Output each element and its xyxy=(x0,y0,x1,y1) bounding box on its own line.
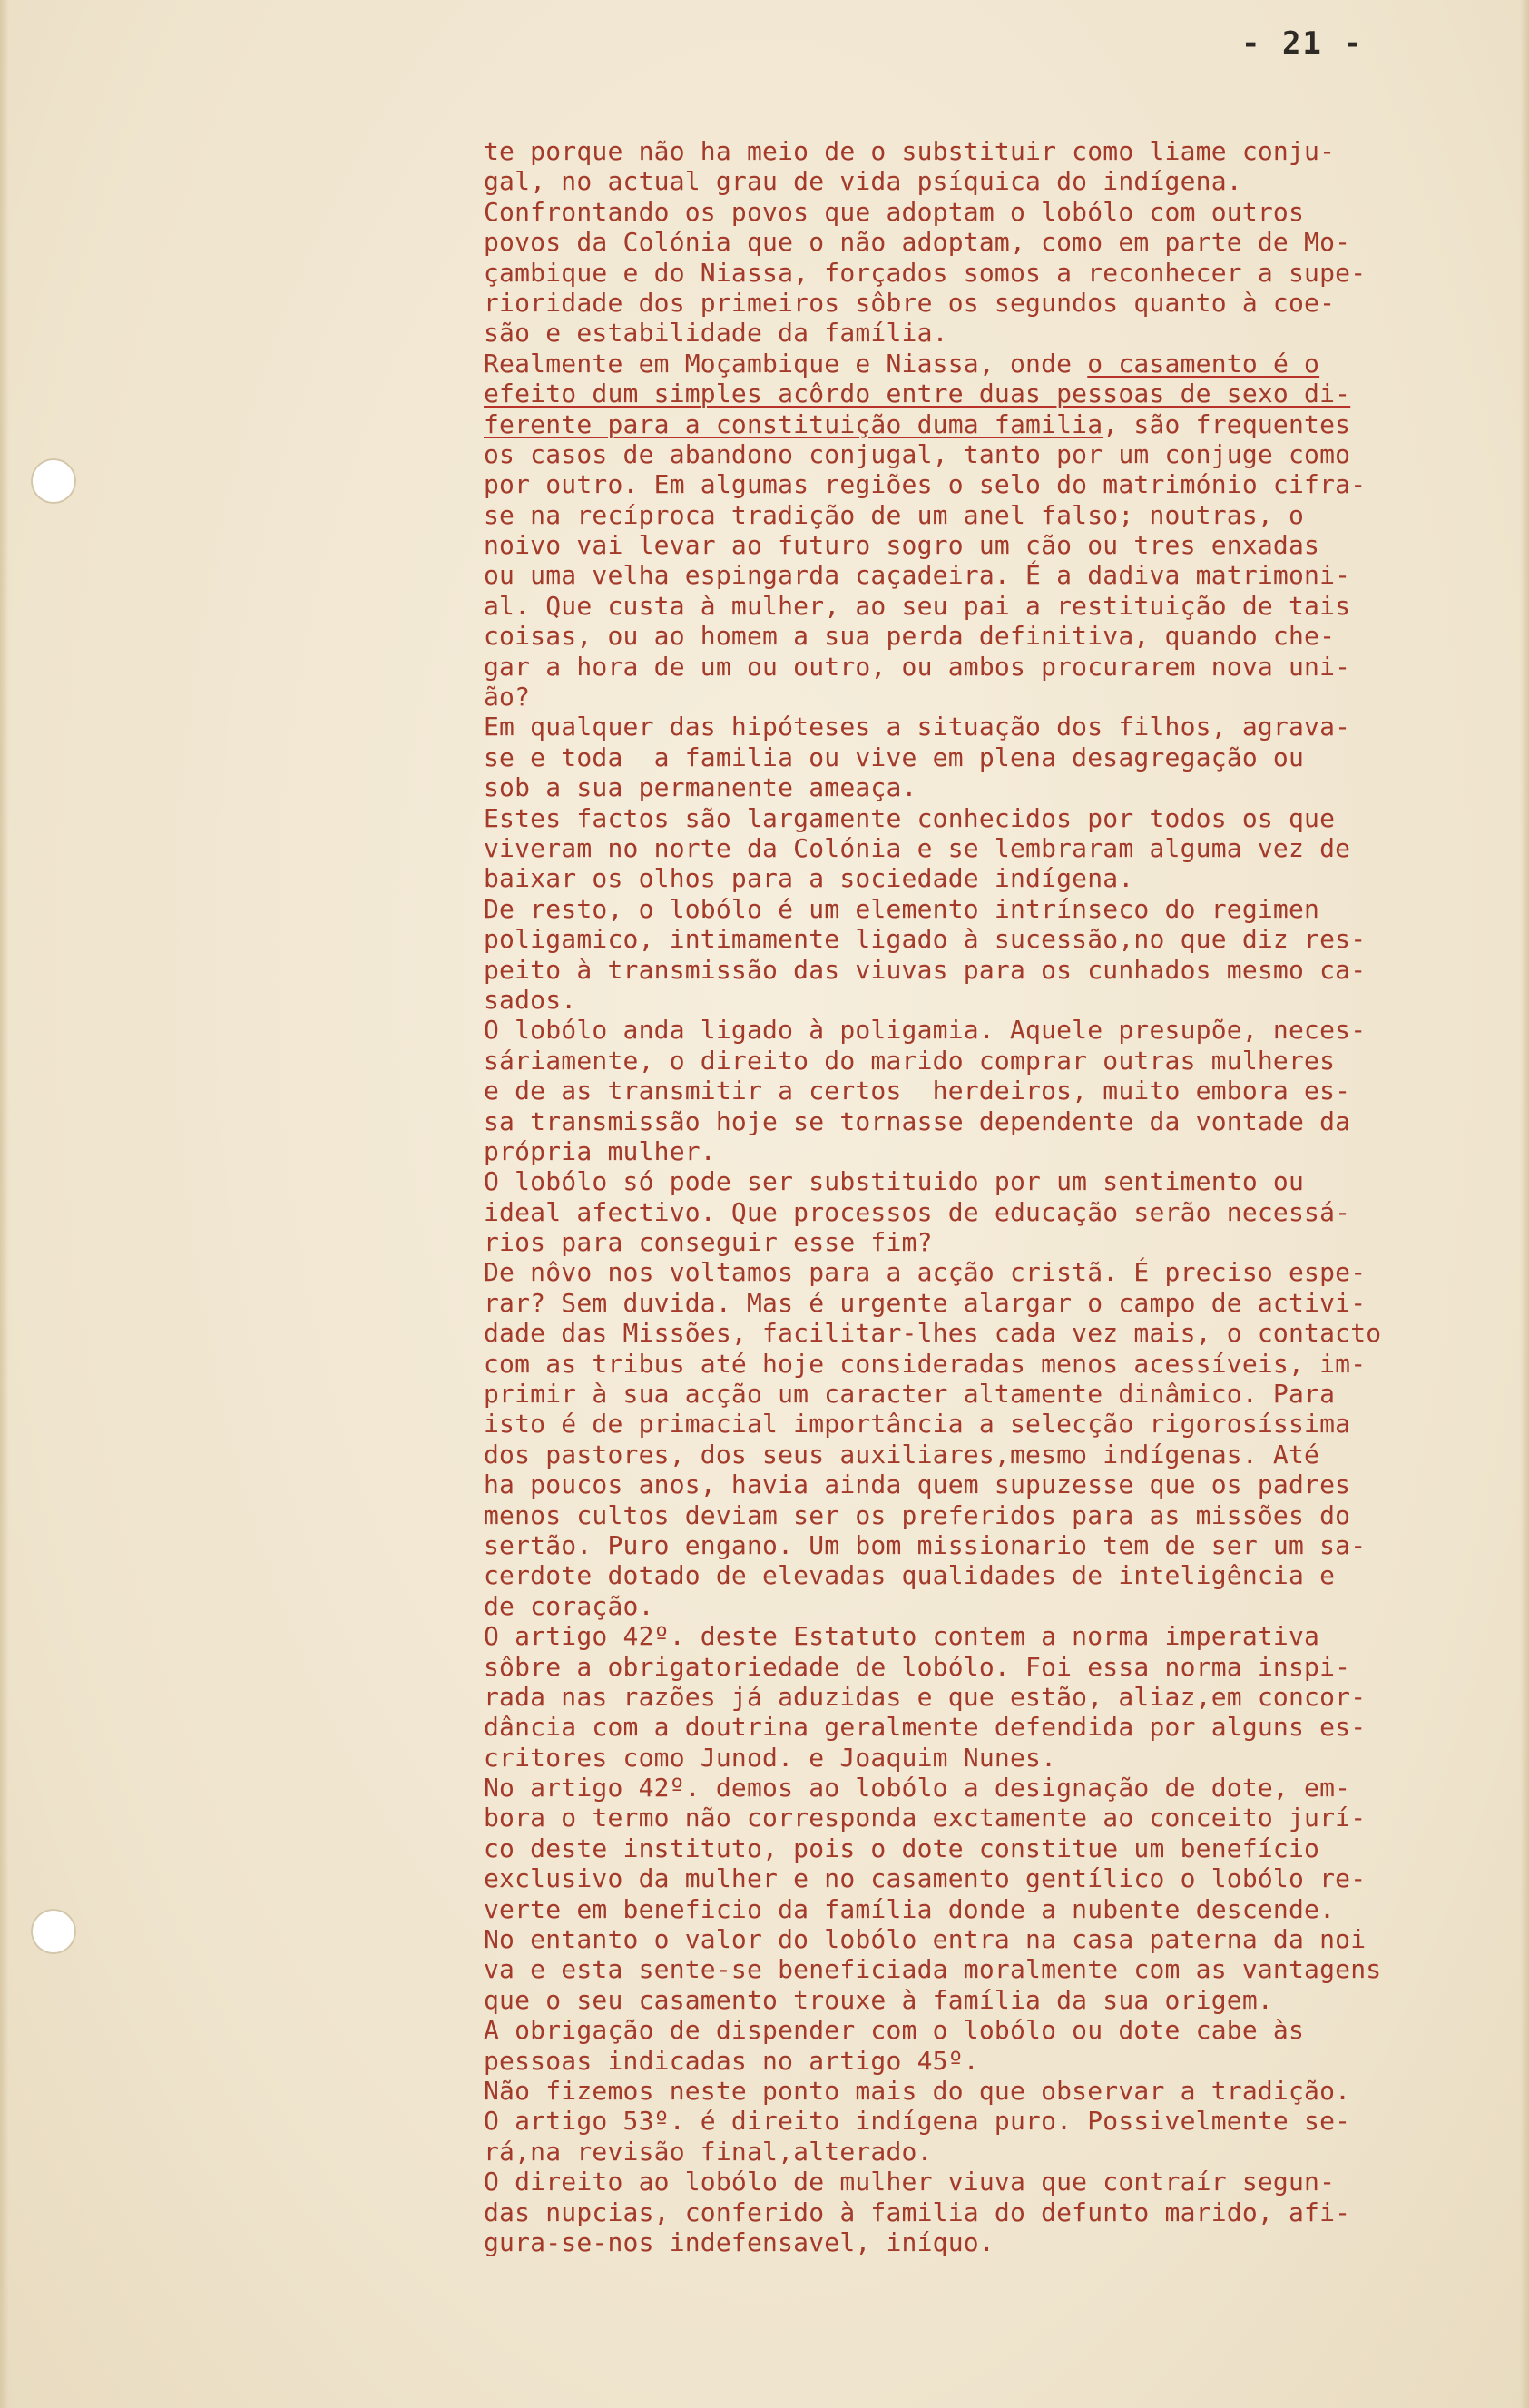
text-line: e de as transmitir a certos herdeiros, muito embora es- xyxy=(484,1076,1351,1106)
text-line: O lobólo anda ligado à poligamia. Aquele presupõe, neces- xyxy=(484,1015,1367,1046)
text-line: No artigo 42º. demos ao lobólo a designação de dote, em- xyxy=(484,1773,1351,1804)
text-line: sados. xyxy=(484,984,577,1015)
paragraph xyxy=(484,2015,1500,2076)
text-line xyxy=(484,378,1500,408)
text-line: critores como Junod. e Joaquim Nunes. xyxy=(484,1742,1057,1773)
text-line: de coração. xyxy=(484,1590,654,1621)
text-line: sa transmissão hoje se tornasse dependente da vontade da xyxy=(484,1106,1351,1136)
text-line: De nôvo nos voltamos para a acção cristã. É preciso espe- xyxy=(484,1257,1367,1288)
text-line: própria mulher. xyxy=(484,1135,716,1166)
text-line: isto é de primacial importância a selecção rigorosíssima xyxy=(484,1409,1351,1440)
text-line: verte em beneficio da família donde a nubente descende. xyxy=(484,1893,1336,1924)
text-line: se na recíproca tradição de um anel falso; noutras, o xyxy=(484,499,1305,530)
text-line: co deste instituto, pois o dote constitue um benefício xyxy=(484,1833,1320,1863)
page-edge-left xyxy=(0,0,9,2408)
text-line: primir à sua acção um caracter altamente dinâmico. Para xyxy=(484,1379,1336,1410)
text-line: A obrigação de dispender com o lobólo ou dote cabe às xyxy=(484,2015,1305,2046)
paragraph xyxy=(484,894,1500,1016)
text-line: dos pastores, dos seus auxiliares,mesmo indígenas. Até xyxy=(484,1439,1320,1469)
text-line: menos cultos deviam ser os preferidos para as missões do xyxy=(484,1499,1351,1530)
text-line: sob a sua permanente ameaça. xyxy=(484,772,917,803)
text-line: se e toda a familia ou vive em plena desagregação ou xyxy=(484,742,1305,772)
text-line: os casos de abandono conjugal, tanto por um conjuge como xyxy=(484,438,1351,469)
text-line: Confrontando os povos que adoptam o lobólo com outros xyxy=(484,196,1305,227)
paragraph xyxy=(484,1166,1500,1257)
text-line: gura-se-nos indefensavel, iníquo. xyxy=(484,2226,995,2257)
paragraph xyxy=(484,349,1500,713)
text-line: Estes factos são largamente conhecidos por todos os que xyxy=(484,802,1336,833)
paragraph xyxy=(484,803,1500,894)
text-line: gar a hora de um ou outro, ou ambos procurarem nova uni- xyxy=(484,651,1351,682)
text-line: sertão. Puro engano. Um bom missionario tem de ser um sa- xyxy=(484,1529,1367,1560)
paragraph xyxy=(484,136,1500,349)
paragraph xyxy=(484,1773,1500,2015)
text-line: peito à transmissão das viuvas para os cunhados mesmo ca- xyxy=(484,954,1367,985)
text-line: cerdote dotado de elevadas qualidades de inteligência e xyxy=(484,1560,1336,1591)
text-line: baixar os olhos para a sociedade indígena. xyxy=(484,863,1134,894)
text-line: Em qualquer das hipóteses a situação dos filhos, agrava- xyxy=(484,712,1351,742)
text-line: O lobólo só pode ser substituido por um sentimento ou xyxy=(484,1166,1305,1197)
text-line: gal, no actual grau de vida psíquica do indígena. xyxy=(484,166,1242,197)
text-line: sôbre a obrigatoriedade de lobólo. Foi essa norma inspi- xyxy=(484,1651,1351,1682)
paragraph xyxy=(484,712,1500,802)
punch-hole-top xyxy=(31,458,76,504)
text-line: sáriamente, o direito do marido comprar outras mulheres xyxy=(484,1045,1336,1076)
text-line: viveram no norte da Colónia e se lembraram alguma vez de xyxy=(484,832,1351,863)
text-line: O artigo 53º. é direito indígena puro. Possivelmente se- xyxy=(484,2106,1351,2137)
punch-hole-bottom xyxy=(31,1909,76,1954)
paragraph xyxy=(484,1257,1500,1621)
text-line: que o seu casamento trouxe à família da sua origem. xyxy=(484,1984,1273,2015)
text-line: ideal afectivo. Que processos de educação serão necessá- xyxy=(484,1196,1351,1227)
text-line: O artigo 42º. deste Estatuto contem a norma imperativa xyxy=(484,1621,1320,1652)
paragraph xyxy=(484,1621,1500,1773)
underlined-passage: o casamento é o xyxy=(1087,348,1320,378)
text-line: dância com a doutrina geralmente defendida por alguns es- xyxy=(484,1712,1367,1743)
text-line: ão? xyxy=(484,682,531,713)
text-line: Não fizemos neste ponto mais do que observar a tradição. xyxy=(484,2076,1351,2106)
text-line: çambique e do Niassa, forçados somos a reconhecer a supe- xyxy=(484,257,1367,288)
paragraph xyxy=(484,2106,1500,2167)
text-line: poligamico, intimamente ligado à sucessão,no que diz res- xyxy=(484,924,1367,955)
text-line: dade das Missões, facilitar-lhes cada vez mais, o contacto xyxy=(484,1318,1382,1349)
text-line: te porque não ha meio de o substituir como liame conju- xyxy=(484,136,1336,166)
underlined-passage: efeito dum simples acôrdo entre duas pessoas de sexo di- xyxy=(484,378,1351,409)
text-line: povos da Colónia que o não adoptam, como em parte de Mo- xyxy=(484,227,1351,258)
typewritten-text-body xyxy=(484,136,1500,2257)
text-line: O direito ao lobólo de mulher viuva que contraír segun- xyxy=(484,2167,1336,2197)
text-line: ferente para a constituição duma familia, são frequentes xyxy=(484,408,1351,439)
text-line: das nupcias, conferido à familia do defunto marido, afi- xyxy=(484,2197,1351,2227)
text-line: noivo vai levar ao futuro sogro um cão ou tres enxadas xyxy=(484,530,1320,561)
text-line: rioridade dos primeiros sôbre os segundos quanto à coe- xyxy=(484,287,1336,318)
text-line: al. Que custa à mulher, ao seu pai a restituição de tais xyxy=(484,590,1351,621)
text-line: Realmente em Moçambique e Niassa, onde o casamento é o xyxy=(484,348,1320,378)
paragraph xyxy=(484,1015,1500,1166)
text-line: pessoas indicadas no artigo 45º. xyxy=(484,2045,979,2076)
page-edge-right xyxy=(1520,0,1529,2408)
paragraph xyxy=(484,2167,1500,2257)
text-line: rada nas razões já aduzidas e que estão, aliaz,em concor- xyxy=(484,1681,1367,1712)
text-line: rá,na revisão final,alterado. xyxy=(484,2136,933,2167)
underlined-passage: ferente para a constituição duma familia xyxy=(484,408,1103,439)
text-line: De resto, o lobólo é um elemento intrínseco do regimen xyxy=(484,893,1320,924)
paragraph xyxy=(484,2076,1500,2106)
text-line: coisas, ou ao homem a sua perda definitiva, quando che- xyxy=(484,621,1336,652)
text-line: rar? Sem duvida. Mas é urgente alargar o campo de activi- xyxy=(484,1287,1367,1318)
text-line: ou uma velha espingarda caçadeira. É a dadiva matrimoni- xyxy=(484,560,1351,591)
text-line: exclusivo da mulher e no casamento gentílico o lobólo re- xyxy=(484,1863,1367,1894)
text-line: com as tribus até hoje consideradas menos acessíveis, im- xyxy=(484,1348,1367,1379)
text-line: va e esta sente-se beneficiada moralmente com as vantagens xyxy=(484,1954,1382,1985)
text-line: bora o termo não corresponda exctamente ao conceito jurí- xyxy=(484,1803,1367,1833)
text-line: ha poucos anos, havia ainda quem supuzesse que os padres xyxy=(484,1469,1351,1500)
text-line: por outro. Em algumas regiões o selo do matrimónio cifra- xyxy=(484,469,1367,500)
page-number: - 21 - xyxy=(1241,25,1364,62)
text-line: No entanto o valor do lobólo entra na casa paterna da noi xyxy=(484,1924,1367,1955)
text-line: são e estabilidade da família. xyxy=(484,318,948,349)
text-line: rios para conseguir esse fim? xyxy=(484,1227,933,1258)
